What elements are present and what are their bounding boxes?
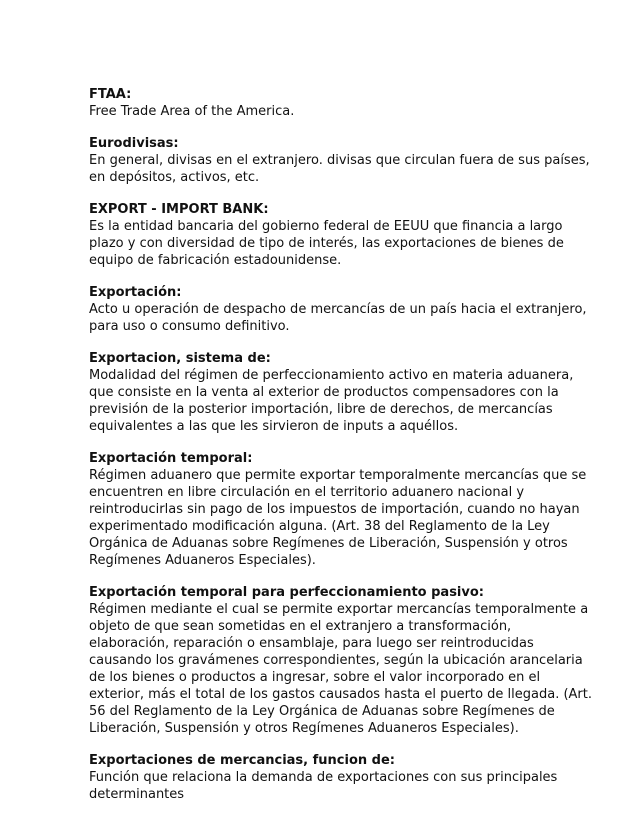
glossary-entry-exportaciones-funcion: [89, 752, 589, 803]
glossary-entry-ftaa: [89, 86, 589, 120]
glossary-entry-exportacion-sistema: [89, 350, 589, 435]
definition-line: plazo y con diversidad de tipo de interés, las exportaciones de bienes de: [89, 236, 564, 251]
definition-line: Acto u operación de despacho de mercancías de un país hacia el extranjero,: [89, 302, 587, 317]
definition-line: Orgánica de Aduanas sobre Regímenes de Liberación, Suspensión y otros: [89, 536, 568, 551]
term-heading: Exportaciones de mercancias, funcion de:: [89, 753, 395, 768]
definition-line: Regímenes Aduaneros Especiales).: [89, 553, 316, 568]
definition-line: 56 del Reglamento de la Ley Orgánica de Aduanas sobre Regímenes de: [89, 704, 555, 719]
definition-line: encuentren en libre circulación en el territorio aduanero nacional y: [89, 485, 525, 500]
definition-line: de los bienes o productos a ingresar, sobre el valor incorporado en el: [89, 670, 541, 685]
definition-line: En general, divisas en el extranjero. divisas que circulan fuera de sus países,: [89, 153, 590, 168]
definition-line: equivalentes a las que les sirvieron de inputs a aquéllos.: [89, 419, 459, 434]
definition-line: Liberación, Suspensión y otros Regímenes Aduaneros Especiales).: [89, 721, 519, 736]
glossary-entry-exportacion-temporal-pasivo: [89, 584, 592, 737]
definition-line: reintroducirlas sin pago de los impuestos de importación, cuando no hayan: [89, 502, 580, 517]
term-heading: FTAA:: [89, 87, 132, 102]
term-heading: Exportación:: [89, 285, 182, 300]
glossary-page: [89, 86, 592, 818]
definition-line: equipo de fabricación estadounidense.: [89, 253, 342, 268]
definition-line: previsión de la posterior importación, libre de derechos, de mercancías: [89, 402, 553, 417]
definition-line: objeto de que sean sometidas en el extranjero a transformación,: [89, 619, 512, 634]
glossary-entry-eurodivisas: [89, 135, 589, 186]
definition-line: Régimen aduanero que permite exportar temporalmente mercancías que se: [89, 468, 587, 483]
definition-line: que consiste en la venta al exterior de productos compensadores con la: [89, 385, 559, 400]
term-heading: EXPORT - IMPORT BANK:: [89, 202, 269, 217]
definition-line: Función que relaciona la demanda de exportaciones con sus principales: [89, 770, 558, 785]
definition-line: exterior, más el total de los gastos causados hasta el puerto de llegada. (Art.: [89, 687, 592, 702]
glossary-entry-exportacion: [89, 284, 589, 335]
term-heading: Exportación temporal:: [89, 451, 253, 466]
definition-line: causando los gravámenes correspondientes, según la ubicación arancelaria: [89, 653, 583, 668]
term-heading: Exportacion, sistema de:: [89, 351, 271, 366]
term-heading: Exportación temporal para perfeccionamiento pasivo:: [89, 585, 484, 600]
definition-line: Free Trade Area of the America.: [89, 104, 295, 119]
definition-line: para uso o consumo definitivo.: [89, 319, 290, 334]
definition-line: Régimen mediante el cual se permite exportar mercancías temporalmente a: [89, 602, 589, 617]
definition-line: Es la entidad bancaria del gobierno federal de EEUU que financia a largo: [89, 219, 563, 234]
definition-line: Modalidad del régimen de perfeccionamiento activo en materia aduanera,: [89, 368, 574, 383]
definition-line: experimentado modificación alguna. (Art. 38 del Reglamento de la Ley: [89, 519, 550, 534]
glossary-entry-export-import-bank: [89, 201, 589, 269]
definition-line: en depósitos, activos, etc.: [89, 170, 260, 185]
definition-line: determinantes: [89, 787, 185, 802]
glossary-entry-exportacion-temporal: [89, 450, 589, 569]
term-heading: Eurodivisas:: [89, 136, 179, 151]
definition-line: elaboración, reparación o ensamblaje, para luego ser reintroducidas: [89, 636, 534, 651]
